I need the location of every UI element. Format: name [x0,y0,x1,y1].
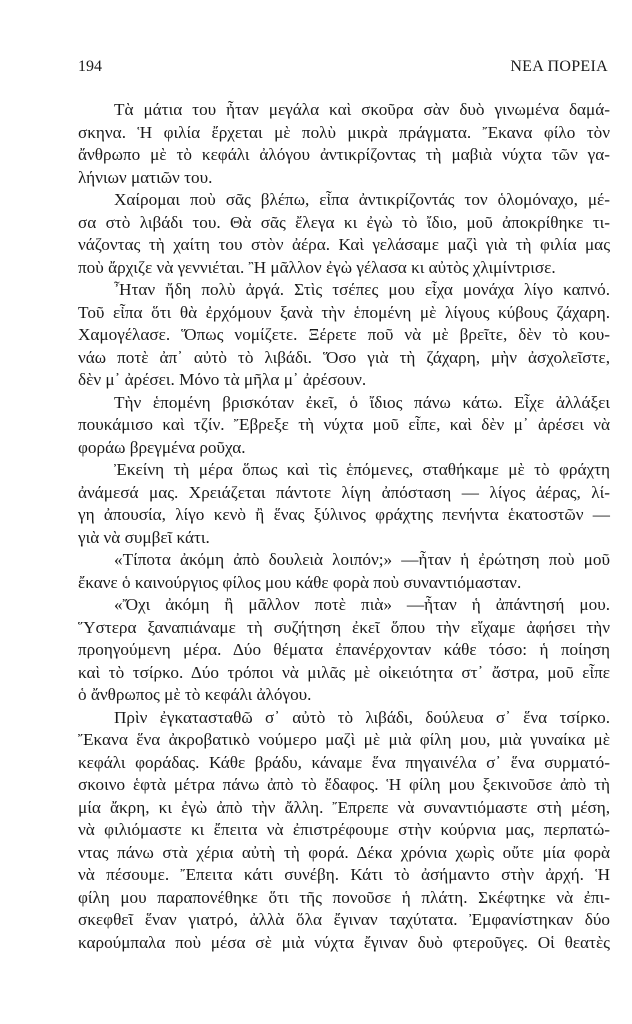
text-line: νὰ πέσουμε. Ἔπειτα κάτι συνέβη. Κάτι τὸ ἀσήμαντο στὴν ἀρχή. Ἡ [78,865,610,884]
page-number: 194 [78,58,102,75]
text-line: ἀνάμεσά μας. Χρειάζεται πάντοτε λίγη ἀπόσταση — λίγος ἀέρας, λί- [78,482,610,502]
text-line: Χαμογέλασε. Ὅπως νομίζετε. Ξέρετε ποῦ νὰ μὲ βρεῖτε, δὲν τὸ κου- [78,325,610,344]
text-line: νάζοντας τὴ χαίτη του στὸν ἀέρα. Καὶ γελάσαμε μαζὶ γιὰ τὴ φιλία μας [78,235,610,254]
text-line: καὶ τὸ τσίρκο. Δύο τρόποι νὰ μιλᾶς μὲ οἰκειότητα στ᾿ ἄστρα, μοῦ εἶπε [78,662,610,682]
text-line: σα στὸ λιβάδι του. Θὰ σᾶς ἔλεγα κι ἐγὼ τὸ ἴδιο, μοῦ ἀποκρίθηκε τι- [78,212,610,232]
text-line: κεφάλι φοράδας. Κάθε βράδυ, κάναμε ἕνα πηγαινέλα σ᾿ ἕνα συρματό- [78,752,610,772]
text-line: «Τίποτα ἀκόμη ἀπὸ δουλειὰ λοιπόν;» —ἦταν ἡ ἐρώτηση ποὺ μοῦ [114,550,610,569]
text-line: νὰ φιλιόμαστε κι ἔπειτα νὰ ἐπιστρέφουμε στὴν κούρνια μας, περπατώ- [78,820,610,839]
text-line: Χαίρομαι ποὺ σᾶς βλέπω, εἶπα ἀντικρίζοντάς τον ὁλομόναχο, μέ- [114,190,610,209]
text-line: ντας πάνω στὰ χέρια αὐτὴ τὴ φορά. Δέκα χρόνια χωρὶς οὔτε μία φορὰ [78,842,610,862]
text-line: σκεφθεῖ ἕναν γιατρό, ἀλλὰ ὅλα ἔγιναν ταχύτατα. Ἐμφανίστηκαν δύο [78,910,610,929]
text-line: ποὺ ἄρχιζε νὰ γεννιέται. Ἢ μᾶλλον ἐγὼ γέλασα κι αὐτὸς χλιμίντρισε. [78,257,556,277]
text-line: δὲν μ᾿ ἀρέσει. Μόνο τὰ μῆλα μ᾿ ἀρέσουν. [78,370,367,389]
text-line: σκοινο ἑφτὰ μέτρα πάνω ἀπὸ τὸ ἔδαφος. Ἡ φίλη μου ξεκινοῦσε ἀπὸ τὴ [78,775,610,794]
text-line: ἔκανε ὁ καινούργιος φίλος μου κάθε φορὰ ποὺ συναντιόμασταν. [78,572,522,592]
paragraph [78,459,610,549]
text-line: προηγούμενη μέρα. Δύο θέματα ἐπανέρχονταν κάθε τόσο: ἡ ποίηση [78,640,610,659]
text-line: Ἦταν ἤδη πολὺ ἀργά. Στὶς τσέπες μου εἶχα μονάχα λίγο καπνό. [114,280,610,299]
text-line: νάω ποτὲ ἀπ᾿ αὐτὸ τὸ λιβάδι. Ὅσο γιὰ τὴ ζάχαρη, μὴν ἀσχολεῖστε, [78,347,610,367]
text-line: Πρὶν ἐγκατασταθῶ σ᾿ αὐτὸ τὸ λιβάδι, δούλευα σ᾿ ἕνα τσίρκο. [114,707,610,727]
text-line: φίλη μου παραπονέθηκε ὅτι τῆς πονοῦσε ἡ πλάτη. Σκέφτηκε νὰ ἐπι- [78,887,610,907]
text-line: πουκάμισο καὶ τζίν. Ἔβρεξε τὴ νύχτα μοῦ εἶπε, καὶ δὲν μ᾿ ἀρέσει νὰ [78,415,610,434]
body-text [78,99,610,954]
paragraph [78,549,610,594]
text-line: φοράω βρεγμένα ροῦχα. [78,437,246,457]
text-line: Τὴν ἑπομένη βρισκόταν ἐκεῖ, ὁ ἴδιος πάνω κάτω. Εἶχε ἀλλάξει [114,392,610,412]
text-line: σκηνα. Ἡ φιλία ἔρχεται μὲ πολὺ μικρὰ πράγματα. Ἔκανα φίλο τὸν [78,122,610,142]
text-line: Τὰ μάτια του ἦταν μεγάλα καὶ σκοῦρα σὰν δυὸ γινωμένα δαμά- [114,100,610,119]
paragraph [78,392,610,460]
text-line: καρούμπαλα ποὺ μέσα σὲ μιὰ νύχτα ἔγιναν δυὸ φτεροῦγες. Οἱ θεατὲς [78,932,610,952]
text-line: ὁ ἄνθρωπος μὲ τὸ κεφάλι ἀλόγου. [78,685,312,704]
running-title: ΝΕΑ ΠΟΡΕΙΑ [510,58,608,75]
text-line: Τοῦ εἶπα ὅτι θὰ ἐρχόμουν ξανὰ τὴν ἑπομένη μὲ λίγους κύβους ζάχαρη. [78,302,610,322]
paragraph [78,707,610,955]
text-line: «Ὄχι ἀκόμη ἢ μᾶλλον ποτὲ πιὰ» —ἦταν ἡ ἀπάντησή μου. [114,595,610,614]
text-line: Ὕστερα ξαναπιάναμε τὴ συζήτηση ἐκεῖ ὅπου τὴν εἴχαμε ἀφήσει τὴν [78,617,610,637]
paragraph [78,189,610,279]
text-line: ἄνθρωπο μὲ τὸ κεφάλι ἀλόγου ἀντικρίζοντας τὴ μαβιὰ νύχτα τῶν γα- [78,145,610,164]
text-line: μία ἄκρη, κι ἐγὼ ἀπὸ τὴν ἄλλη. Ἔπρεπε νὰ συναντιόμαστε στὴ μέση, [78,797,610,817]
text-line: λήνιων ματιῶν του. [78,167,213,187]
paragraph [78,594,610,707]
text-line: γη ἀπουσία, λίγο κενὸ ἢ ἕνας ξύλινος φράχτης πενήντα ἑκατοστῶν — [78,505,610,524]
text-line: Ἔκανα ἕνα ἀκροβατικὸ νούμερο μαζὶ μὲ μιὰ φίλη μου, μιὰ γυναίκα μὲ [78,730,610,749]
paragraph [78,279,610,392]
text-line: Ἐκείνη τὴ μέρα ὅπως καὶ τὶς ἑπόμενες, σταθήκαμε μὲ τὸ φράχτη [114,460,610,479]
paragraph [78,99,610,189]
text-line: γιὰ νὰ συμβεῖ κάτι. [78,527,210,547]
